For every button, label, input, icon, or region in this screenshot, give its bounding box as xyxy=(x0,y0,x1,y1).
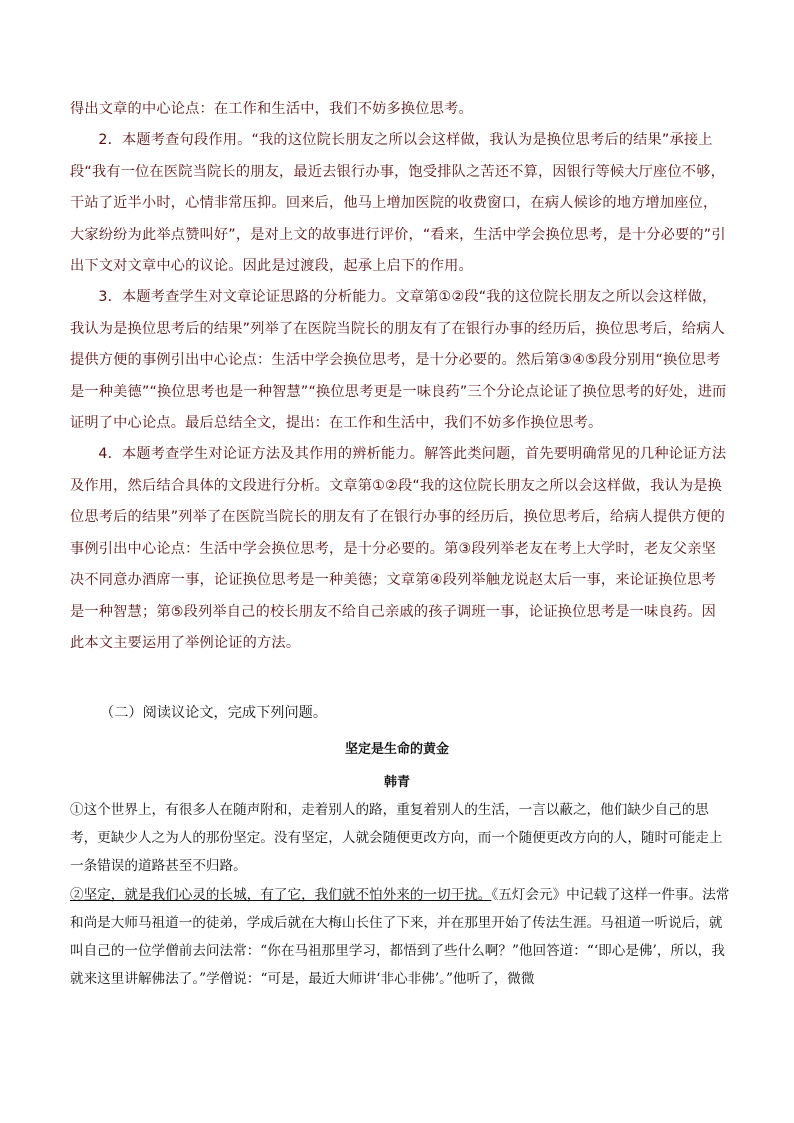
article-paragraph-2-thesis: ②坚定，就是我们心灵的长城，有了它，我们就不怕外来的一切干扰。 xyxy=(70,886,492,903)
answer-3: 3．本题考查学生对文章论证思路的分析能力。文章第①②段“我的这位院长朋友之所以会这样做，我认为是换位思考后的结果”列举了在医院当院长的朋友有了在银行办事的经历后，换位思考后，给病人提供方便的事例引出中心论点：生活中学会换位思考，是十分必要的。然后第③④⑤段分别用“换位思考是一种美德”“换位思考也是一种智慧”“换位思考更是一味良药”三个分论点论证了换位思考的好处，进而证明了中心论点。最后总结全文，提出：在工作和生活中，我们不妨多作换位思考。 xyxy=(70,289,727,432)
article-body xyxy=(70,796,730,993)
answer-2: 2．本题考查句段作用。“我的这位院长朋友之所以会这样做，我认为是换位思考后的结果”承接上段“我有一位在医院当院长的朋友，最近去银行办事，饱受排队之苦还不算，因银行等候大厅座位不够，干站了近半小时，心情非常压抑。回来后，他马上增加医院的收费窗口，在病人候诊的地方增加座位，大家纷纷为此举点赞叫好”，是对上文的故事进行评价，“看来，生活中学会换位思考，是十分必要的”引出下文对文章中心的议论。因此是过渡段，起承上启下的作用。 xyxy=(70,132,726,275)
article-paragraph-1: ①这个世界上，有很多人在随声附和，走着别人的路，重复着别人的生活，一言以蔽之，他们缺少自己的思考，更缺少人之为人的那份坚定。没有坚定，人就会随便更改方向，而一个随便更改方向的人，随时可能走上一条错误的道路甚至不归路。 xyxy=(70,802,723,875)
section-heading: （二）阅读议论文，完成下列问题。 xyxy=(100,705,328,721)
answer-4: 4．本题考查学生对论证方法及其作用的辨析能力。解答此类问题，首先要明确常见的几种论证方法及作用，然后结合具体的文段进行分析。文章第①②段“我的这位院长朋友之所以会这样做，我认为是换位思考后的结果”列举了在医院当院长的朋友有了在银行办事的经历后，换位思考后，给病人提供方便的事例引出中心论点：生活中学会换位思考，是十分必要的。第③段列举老友在考上大学时，老友父亲坚决不同意办酒席一事，论证换位思考是一种美德；文章第④段列举触龙说赵太后一事，来论证换位思考是一种智慧；第⑤段列举自己的校长朋友不给自己亲戚的孩子调班一事，论证换位思考是一味良药。因此本文主要运用了举例论证的方法。 xyxy=(70,446,727,651)
article-title: 坚定是生命的黄金 xyxy=(344,742,449,757)
answer-continuation-line: 得出文章的中心论点：在工作和生活中，我们不妨多换位思考。 xyxy=(70,101,473,117)
answer-block xyxy=(70,94,730,659)
article-paragraph-2 xyxy=(70,881,730,994)
article-paragraph-2-body: 《五灯会元》中记载了这样一件事。法常和尚是大师马祖道一的徒弟，学成后就在大梅山长住了下来，并在那里开始了传法生涯。马祖道一听说后，就叫自己的一位学僧前去问法常：“你在马祖那里学习，都悟到了些什么啊？”他回答道：“‘即心是佛’，所以，我就来这里讲解佛法了。”学僧说：“可是，最近大师讲‘非心非佛’。”他听了，微微 xyxy=(70,886,730,988)
article-author: 韩青 xyxy=(383,775,410,790)
